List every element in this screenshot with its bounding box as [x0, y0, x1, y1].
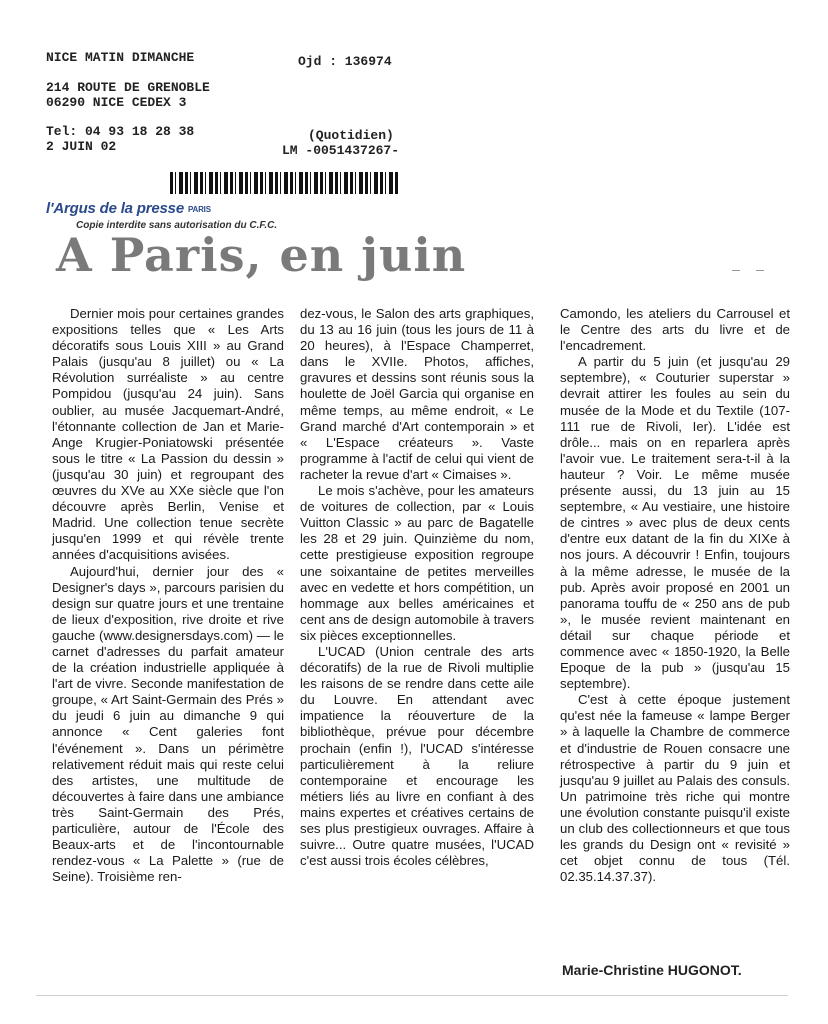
article-column-3: [560, 306, 790, 885]
publication-name: NICE MATIN DIMANCHE: [46, 50, 195, 65]
reference-number: LM -0051437267-: [282, 143, 400, 158]
paragraph: dez-vous, le Salon des arts graphiques, du 13 au 16 juin (tous les jours de 11 à 20 heures), à l'Espace Champerret, dans le XVIIe. Photos, affiches, gravures et dessins sont réunis sous la houlette de Joël Garcia qui organise en même temps, au même endroit, « Le Grand marché d'Art contemporain » et « L'Espace créateurs ». Vaste programme à l'actif de celui qui vient de racheter la revue d'art « Cimaises ».: [300, 306, 534, 482]
argus-logo: [46, 200, 211, 217]
phone-number: Tel: 04 93 18 28 38: [46, 124, 195, 139]
argus-city: PARIS: [187, 204, 211, 214]
barcode: [170, 172, 398, 194]
argus-logo-text: l'Argus de la presse: [46, 200, 184, 217]
frequency-label: (Quotidien): [308, 128, 394, 143]
bottom-rule: [36, 995, 788, 996]
article-column-2: [300, 306, 534, 869]
address-line-1: 214 ROUTE DE GRENOBLE: [46, 80, 210, 95]
paragraph: Aujourd'hui, dernier jour des « Designer's days », parcours parisien du design sur quatre jours et une trentaine de lieux d'exposition, rive droite et rive gauche (www.designersdays.com) — le carnet d'adresses du parfait amateur de la création industrielle appliquée à l'art de vivre. Seconde manifestation de groupe, « Art Saint-Germain des Prés » du jeudi 6 juin au dimanche 9 qui annonce « Cent galeries font l'événement ». Dans un périmètre relativement réduit mais qui reste celui des artistes, une multitude de découvertes à faire dans une ambiance très Saint-Germain des Prés, particulière, autour de l'École des Beaux-arts et de l'incontournable rendez-vous « La Palette » (rue de Seine). Troisième ren-: [52, 563, 284, 885]
copyright-note: Copie interdite sans autorisation du C.F.C.: [76, 220, 278, 231]
paragraph: Camondo, les ateliers du Carrousel et le Centre des arts du livre et de l'encadrement.: [560, 306, 790, 354]
paragraph: C'est à cette époque justement qu'est née la fameuse « lampe Berger » à laquelle la Chambre de commerce et d'industrie de Rouen consacre une rétrospective à partir du 9 juin et jusqu'au 9 juillet au Palais des consuls. Un patrimoine très riche qui montre une évolution constante puisqu'il existe un club des collectionneurs et que tous les grands du Design ont « revisité » cet objet connu de tous (Tél. 02.35.14.37.37).: [560, 692, 790, 885]
issue-date: 2 JUIN 02: [46, 139, 117, 154]
paragraph: Dernier mois pour certaines grandes expositions telles que « Les Arts décoratifs sous Louis XIII » au Grand Palais (jusqu'au 8 juillet) ou « La Révolution surréaliste » au centre Pompidou (jusqu'au 24 juin). Sans oublier, au musée Jacquemart-André, l'étonnante collection de Jan et Marie-Ange Krugier-Poniatowski présentée sous le titre « La Passion du dessin » (jusqu'au 30 juin) et regroupant des œuvres du XVe au XXe siècle que l'on découvre après Berlin, Venise et Madrid. Une collection tenue secrète jusqu'en 1999 et qui révèle trente années d'acquisitions avisées.: [52, 306, 284, 563]
paragraph: L'UCAD (Union centrale des arts décoratifs) de la rue de Rivoli multiplie les raisons de se rendre dans cette aile du Louvre. En attendant avec impatience la réouverture de la bibliothèque, prévue pour décembre prochain (enfin !), l'UCAD s'intéresse particulièrement à la reliure contemporaine et encourage les métiers liés au livre en confiant à des mains expertes et créatives certains de ses plus prestigieux ouvrages. Affaire à suivre... Outre quatre musées, l'UCAD c'est aussi trois écoles célèbres,: [300, 643, 534, 869]
article-column-1: [52, 306, 284, 885]
scan-mark: [732, 270, 740, 271]
paragraph: Le mois s'achève, pour les amateurs de voitures de collection, par « Louis Vuitton Classic » au parc de Bagatelle les 28 et 29 juin. Quinzième du nom, cette prestigieuse exposition regroupe une soixantaine de petites merveilles avec en vedette et hors compétition, un hommage aux belles américaines et cent ans de design automobile à travers six pièces exceptionnelles.: [300, 483, 534, 643]
article-title: A Paris, en juin: [56, 228, 467, 282]
paragraph: A partir du 5 juin (et jusqu'au 29 septembre), « Couturier superstar » devrait attirer les foules au sein du musée de la Mode et du Textile (107-111 rue de Rivoli, Ier). L'idée est drôle... mais on en reparlera après l'avoir vue. Le traitement sera-t-il à la hauteur ? Voir. Le même musée présente aussi, du 13 juin au 15 septembre, « Au vestiaire, une histoire de cintres » avec plus de deux cents d'entre eux datant de la fin du XIXe à nos jours. A découvrir ! Enfin, toujours à la même adresse, le musée de la pub. Après avoir proposé en 2001 un panorama touffu de « 250 ans de pub », le musée revient maintenant en détail sur chaque période et commence avec « 1850-1920, la Belle Epoque de la pub » (jusqu'au 15 septembre).: [560, 354, 790, 692]
scan-mark: [756, 270, 764, 271]
author-signature: Marie-Christine HUGONOT.: [562, 962, 742, 978]
ojd-number: Ojd : 136974: [298, 54, 392, 69]
address-line-2: 06290 NICE CEDEX 3: [46, 95, 187, 110]
